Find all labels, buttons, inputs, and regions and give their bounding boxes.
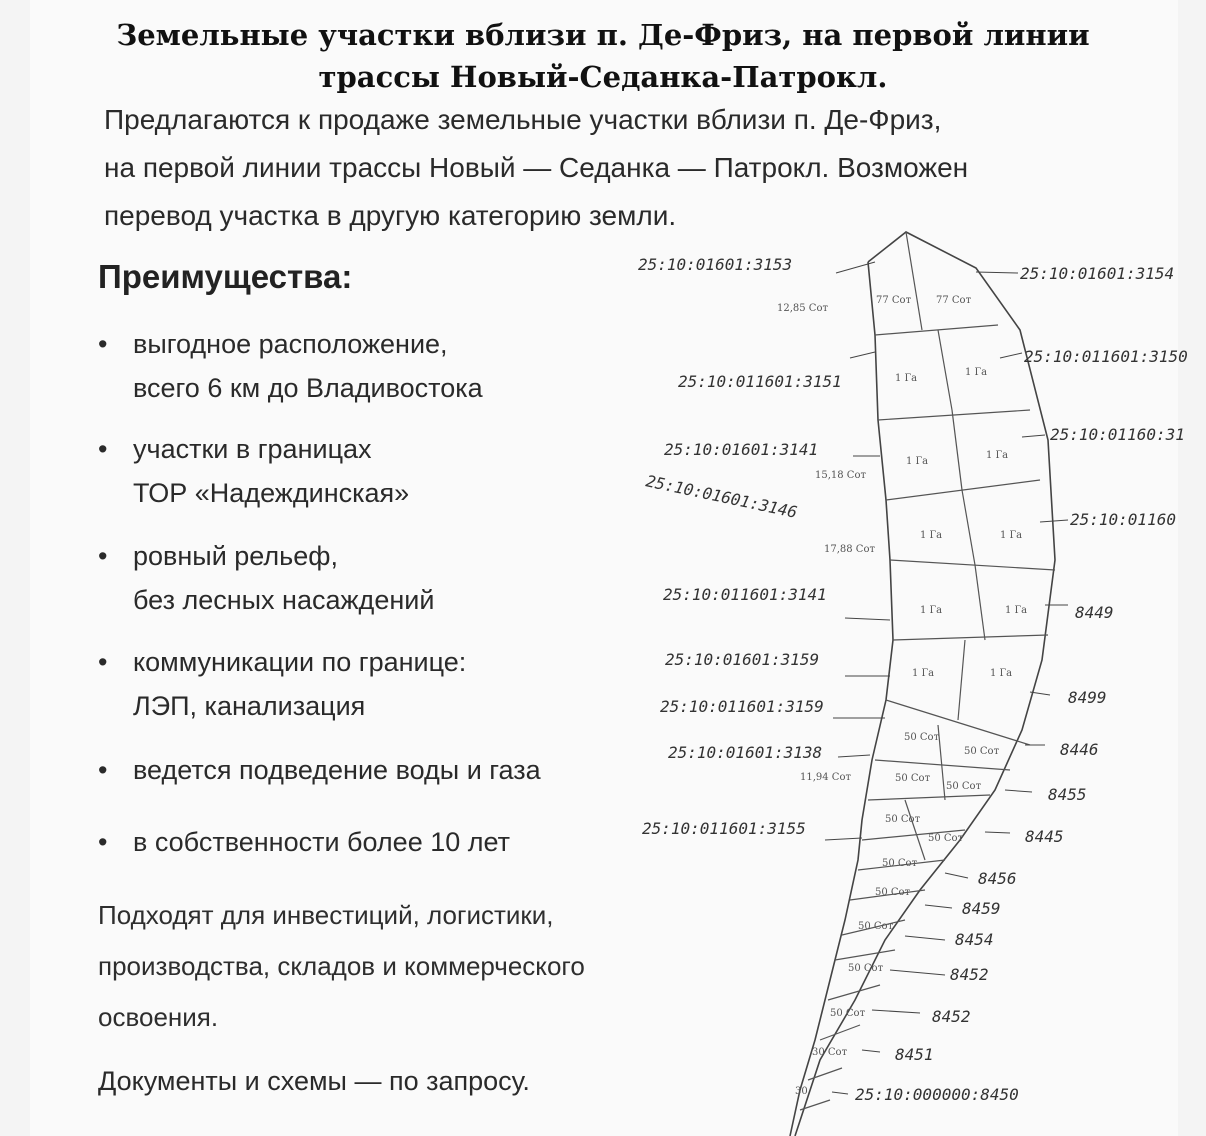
bullet-icon: • bbox=[98, 827, 108, 857]
intro-line: перевод участка в другую категорию земли. bbox=[104, 200, 677, 231]
advantage-line-1: ведется подведение воды и газа bbox=[133, 755, 541, 785]
advantage-line-1: коммуникации по границе: bbox=[133, 647, 467, 677]
advantage-line-2: ЛЭП, канализация bbox=[133, 691, 366, 721]
cadastral-note: 25:10:01601:3159 bbox=[665, 650, 820, 669]
parcel-outline bbox=[795, 232, 1055, 1136]
cadastral-note: 8445 bbox=[1025, 827, 1064, 846]
bullet-icon: • bbox=[98, 541, 108, 571]
intro-line: Предлагаются к продаже земельные участки вблизи п. Де-Фриз, bbox=[104, 104, 942, 135]
cell-label: 1 Га bbox=[965, 367, 988, 378]
bullet-icon: • bbox=[98, 329, 108, 359]
suitability-line: освоения. bbox=[98, 1002, 219, 1032]
advantages-heading: Преимущества: bbox=[98, 258, 353, 295]
cell-label: 50 Сот bbox=[830, 1008, 866, 1019]
intro-line: на первой линии трассы Новый — Седанка — Патрокл. Возможен bbox=[104, 152, 969, 183]
cadastral-note: 8454 bbox=[955, 930, 994, 949]
cell-label: 15,18 Сот bbox=[815, 470, 867, 481]
cadastral-note: 8451 bbox=[895, 1045, 934, 1064]
cadastral-note: 25:10:01160 bbox=[1070, 510, 1176, 529]
cell-label: 50 Сот bbox=[885, 814, 921, 825]
cell-label: 1 Га bbox=[895, 373, 918, 384]
cadastral-note: 25:10:01601:3153 bbox=[638, 255, 793, 274]
cell-label: 50 Сот bbox=[928, 833, 964, 844]
cadastral-note: 8452 bbox=[932, 1007, 971, 1026]
cell-label: 17,88 Сот bbox=[824, 544, 876, 555]
cadastral-note: 25:10:01601:3138 bbox=[668, 743, 823, 762]
cadastral-note: 25:10:011601:3155 bbox=[642, 819, 806, 838]
advantage-line-1: выгодное расположение, bbox=[133, 329, 448, 359]
cell-label: 1 Га bbox=[906, 456, 929, 467]
cell-label: 50 Сот bbox=[858, 921, 894, 932]
title-line-2: трассы Новый-Седанка-Патрокл. bbox=[318, 60, 888, 94]
advantage-line-1: участки в границах bbox=[133, 434, 372, 464]
cadastral-note: 25:10:01601:3146 bbox=[644, 471, 799, 522]
cadastral-note: 8499 bbox=[1068, 688, 1107, 707]
cadastral-note: 25:10:01160:31 bbox=[1050, 425, 1185, 444]
cell-label: 50 Сот bbox=[848, 963, 884, 974]
cadastral-note: 25:10:01601:3141 bbox=[664, 440, 819, 459]
cell-label: 11,94 Сот bbox=[800, 772, 852, 783]
parcel-cell-labels bbox=[777, 295, 1027, 1097]
advantage-line-2: ТОР «Надеждинская» bbox=[133, 478, 410, 508]
cadastral-note: 25:10:011601:3159 bbox=[660, 697, 824, 716]
cadastral-note: 25:10:011601:3151 bbox=[678, 372, 842, 391]
cell-label: 1 Га bbox=[990, 668, 1013, 679]
cell-label: 1 Га bbox=[1000, 530, 1023, 541]
cadastral-notes-left bbox=[638, 255, 842, 838]
cadastral-note: 25:10:011601:3141 bbox=[663, 585, 827, 604]
cell-label: 50 Сот bbox=[964, 746, 1000, 757]
cell-label: 12,85 Сот bbox=[777, 303, 829, 314]
cell-label: 1 Га bbox=[912, 668, 935, 679]
cell-label: 50 Сот bbox=[882, 858, 918, 869]
cell-label: 1 Га bbox=[986, 450, 1009, 461]
suitability-line: Подходят для инвестиций, логистики, bbox=[98, 900, 554, 930]
cadastral-note: 8446 bbox=[1060, 740, 1099, 759]
cadastral-note: 8459 bbox=[962, 899, 1001, 918]
cell-label: 50 Сот bbox=[904, 732, 940, 743]
cell-label: 50 Сот bbox=[946, 781, 982, 792]
cadastral-note: 8456 bbox=[978, 869, 1017, 888]
advantage-line-1: ровный рельеф, bbox=[133, 541, 338, 571]
cadastral-note: 25:10:011601:3150 bbox=[1024, 347, 1188, 366]
advantage-line-1: в собственности более 10 лет bbox=[133, 827, 510, 857]
cadastral-note: 8455 bbox=[1048, 785, 1087, 804]
bullet-icon: • bbox=[98, 647, 108, 677]
cadastral-note: 25:10:000000:8450 bbox=[855, 1085, 1019, 1104]
cell-label: 77 Сот bbox=[936, 295, 972, 306]
cell-label: 50 Сот bbox=[895, 773, 931, 784]
cell-label: 77 Сот bbox=[876, 295, 912, 306]
advantage-line-2: без лесных насаждений bbox=[133, 585, 435, 615]
advantage-line-2: всего 6 км до Владивостока bbox=[133, 373, 483, 403]
cell-label: 1 Га bbox=[1005, 605, 1028, 616]
cell-label: 50 Сот bbox=[875, 887, 911, 898]
cadastral-notes-right bbox=[855, 264, 1188, 1104]
cell-label: 30 bbox=[795, 1086, 808, 1097]
suitability-line: производства, складов и коммерческого bbox=[98, 951, 585, 981]
cadastral-note: 8449 bbox=[1075, 603, 1114, 622]
title-line-1: Земельные участки вблизи п. Де-Фриз, на первой линии bbox=[116, 18, 1090, 52]
documents-note: Документы и схемы — по запросу. bbox=[98, 1066, 530, 1096]
cadastral-note: 25:10:01601:3154 bbox=[1020, 264, 1175, 283]
bullet-icon: • bbox=[98, 755, 108, 785]
cell-label: 1 Га bbox=[920, 530, 943, 541]
cell-label: 1 Га bbox=[920, 605, 943, 616]
bullet-icon: • bbox=[98, 434, 108, 464]
cadastral-note: 8452 bbox=[950, 965, 989, 984]
cell-label: 30 Сот bbox=[812, 1047, 848, 1058]
